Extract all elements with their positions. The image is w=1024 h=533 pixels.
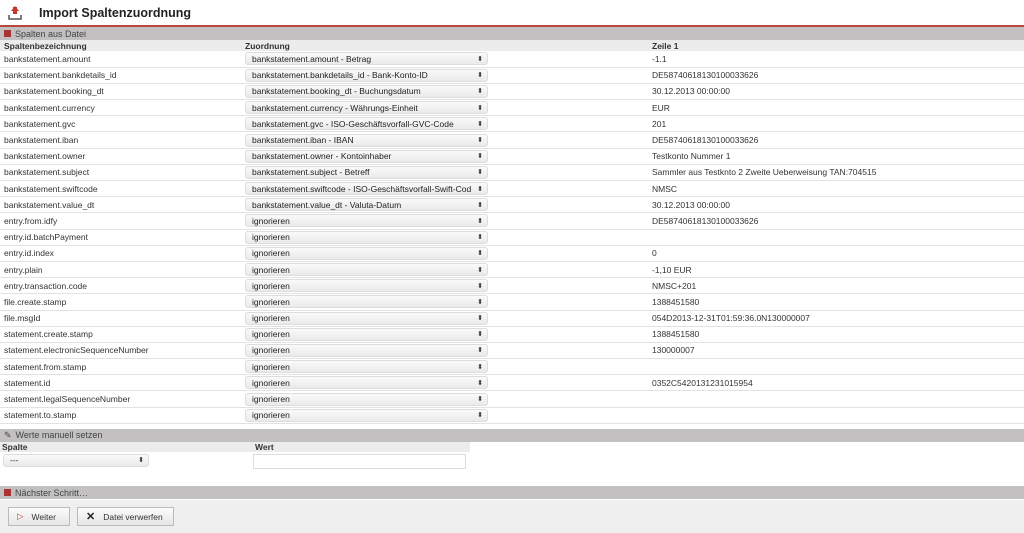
column-name: entry.plain: [0, 261, 241, 277]
mapping-select[interactable]: [245, 134, 488, 147]
row1-value: NMSC+201: [648, 278, 1024, 294]
row1-value: Testkonto Nummer 1: [648, 148, 1024, 164]
mapping-select[interactable]: [245, 263, 488, 276]
mapping-value: bankstatement.gvc - ISO-Geschäftsvorfall-GVC-Code: [252, 118, 454, 129]
manual-values: [0, 442, 1024, 469]
mapping-value: ignorieren: [252, 215, 290, 226]
column-name: statement.electronicSequenceNumber: [0, 342, 241, 358]
mapping-value: bankstatement.amount - Betrag: [252, 53, 372, 64]
table-row: [0, 148, 1024, 164]
column-name: bankstatement.subject: [0, 164, 241, 180]
column-name: statement.legalSequenceNumber: [0, 391, 241, 407]
column-name: bankstatement.booking_dt: [0, 83, 241, 99]
play-icon: ▷: [17, 511, 24, 521]
col-header: Zuordnung: [241, 40, 648, 51]
select-arrows-icon: ⬍: [477, 347, 483, 355]
section-label: Nächster Schritt…: [15, 487, 89, 498]
mapping-value: ignorieren: [252, 377, 290, 388]
section-manual: [0, 429, 1024, 442]
select-arrows-icon: ⬍: [477, 169, 483, 177]
mapping-value: bankstatement.subject - Betreff: [252, 167, 370, 178]
mapping-cell: [241, 375, 648, 391]
section-label: Spalten aus Datei: [15, 28, 87, 39]
select-arrows-icon: ⬍: [477, 137, 483, 145]
columns-icon: [4, 30, 11, 37]
mapping-value: bankstatement.value_dt - Valuta-Datum: [252, 199, 402, 210]
table-row: [0, 359, 1024, 375]
table-row: [0, 83, 1024, 99]
weiter-button[interactable]: [8, 507, 70, 526]
select-arrows-icon: ⬍: [477, 396, 483, 404]
column-name: statement.to.stamp: [0, 407, 241, 423]
mapping-cell: [241, 67, 648, 83]
button-bar: [0, 500, 1024, 533]
select-arrows-icon: ⬍: [477, 88, 483, 96]
table-row: [0, 294, 1024, 310]
select-arrows-icon: ⬍: [477, 185, 483, 193]
mapping-select[interactable]: [245, 409, 488, 422]
table-row: [0, 326, 1024, 342]
column-name: entry.id.batchPayment: [0, 229, 241, 245]
table-row: [0, 100, 1024, 116]
mapping-value: ignorieren: [252, 410, 290, 421]
mapping-select[interactable]: [245, 198, 488, 211]
mapping-cell: [241, 83, 648, 99]
table-row: [0, 116, 1024, 132]
mapping-cell: [241, 148, 648, 164]
mapping-value: ignorieren: [252, 313, 290, 324]
column-name: statement.id: [0, 375, 241, 391]
table-row: [0, 132, 1024, 148]
mapping-cell: [241, 407, 648, 423]
mapping-select[interactable]: [245, 101, 488, 114]
mapping-select[interactable]: [245, 182, 488, 195]
mapping-value: bankstatement.swiftcode - ISO-Geschäftsvorfall-Swift-Cod: [252, 183, 472, 194]
table-row: [0, 51, 1024, 67]
mapping-value: ignorieren: [252, 329, 290, 340]
table-row: [0, 67, 1024, 83]
discard-label: Datei verwerfen: [103, 511, 163, 522]
column-name: bankstatement.gvc: [0, 116, 241, 132]
table-row: [0, 181, 1024, 197]
row1-value: EUR: [648, 100, 1024, 116]
select-arrows-icon: ⬍: [477, 153, 483, 161]
table-row: [0, 342, 1024, 358]
column-name: file.msgId: [0, 310, 241, 326]
column-name: statement.from.stamp: [0, 359, 241, 375]
mapping-value: ignorieren: [252, 296, 290, 307]
col-header: Spaltenbezeichnung: [0, 40, 241, 51]
wert-label: Wert: [253, 442, 470, 452]
table-row: [0, 213, 1024, 229]
section-next: [0, 486, 1024, 499]
select-arrows-icon: ⬍: [477, 217, 483, 225]
select-arrows-icon: ⬍: [477, 298, 483, 306]
mapping-cell: [241, 164, 648, 180]
column-name: bankstatement.amount: [0, 51, 241, 67]
select-arrows-icon: ⬍: [477, 120, 483, 128]
row1-value: [648, 391, 1024, 407]
mapping-select[interactable]: [245, 231, 488, 244]
select-arrows-icon: ⬍: [477, 234, 483, 242]
row1-value: -1,10 EUR: [648, 261, 1024, 277]
row1-value: DE58740618130100033626: [648, 132, 1024, 148]
mapping-select[interactable]: [245, 344, 488, 357]
mapping-select[interactable]: [245, 312, 488, 325]
title-bar: [0, 0, 1024, 27]
table-row: [0, 310, 1024, 326]
select-arrows-icon: ⬍: [477, 266, 483, 274]
mapping-value: bankstatement.iban - IBAN: [252, 135, 354, 146]
mapping-value: ignorieren: [252, 361, 290, 372]
table-row: [0, 261, 1024, 277]
row1-value: [648, 407, 1024, 423]
select-arrows-icon: ⬍: [477, 282, 483, 290]
column-name: entry.from.idfy: [0, 213, 241, 229]
weiter-label: Weiter: [31, 511, 56, 522]
mapping-select[interactable]: [245, 69, 488, 82]
mapping-value: bankstatement.booking_dt - Buchungsdatum: [252, 86, 421, 97]
select-arrows-icon: ⬍: [477, 55, 483, 63]
table-row: [0, 229, 1024, 245]
column-name: bankstatement.owner: [0, 148, 241, 164]
mapping-cell: [241, 100, 648, 116]
wert-input[interactable]: [253, 454, 466, 469]
select-arrows-icon: ⬍: [477, 412, 483, 420]
mapping-select[interactable]: [245, 376, 488, 389]
mapping-value: ignorieren: [252, 264, 290, 275]
row1-value: 30.12.2013 00:00:00: [648, 197, 1024, 213]
pencil-icon: ✎: [4, 429, 12, 440]
mapping-value: ignorieren: [252, 232, 290, 243]
select-arrows-icon: ⬍: [477, 250, 483, 258]
row1-value: NMSC: [648, 181, 1024, 197]
mapping-cell: [241, 326, 648, 342]
column-name: entry.transaction.code: [0, 278, 241, 294]
select-arrows-icon: ⬍: [477, 201, 483, 209]
mapping-cell: [241, 359, 648, 375]
column-name: bankstatement.bankdetails_id: [0, 67, 241, 83]
mapping-value: bankstatement.owner - Kontoinhaber: [252, 151, 392, 162]
select-arrows-icon: ⬍: [477, 363, 483, 371]
mapping-select[interactable]: [245, 52, 488, 65]
mapping-select[interactable]: [245, 247, 488, 260]
mapping-cell: [241, 197, 648, 213]
select-arrows-icon: ⬍: [138, 457, 144, 465]
column-name: bankstatement.currency: [0, 100, 241, 116]
mapping-select[interactable]: [245, 393, 488, 406]
next-step-icon: [4, 489, 11, 496]
column-name: bankstatement.value_dt: [0, 197, 241, 213]
mapping-cell: [241, 261, 648, 277]
mapping-cell: [241, 245, 648, 261]
column-name: bankstatement.iban: [0, 132, 241, 148]
row1-value: [648, 359, 1024, 375]
mapping-cell: [241, 342, 648, 358]
table-row: [0, 407, 1024, 423]
row1-value: 201: [648, 116, 1024, 132]
mapping-select[interactable]: [245, 279, 488, 292]
row1-value: 1388451580: [648, 294, 1024, 310]
mapping-cell: [241, 116, 648, 132]
mapping-value: ignorieren: [252, 394, 290, 405]
row1-value: DE58740618130100033626: [648, 67, 1024, 83]
discard-file-button[interactable]: [77, 507, 174, 526]
row1-value: 30.12.2013 00:00:00: [648, 83, 1024, 99]
spalte-select[interactable]: [3, 454, 149, 467]
mapping-cell: [241, 213, 648, 229]
select-arrows-icon: ⬍: [477, 72, 483, 80]
mapping-cell: [241, 181, 648, 197]
spalte-value: ---: [10, 455, 19, 466]
table-row: [0, 245, 1024, 261]
column-name: file.create.stamp: [0, 294, 241, 310]
mapping-value: ignorieren: [252, 280, 290, 291]
row1-value: 0352C5420131231015954: [648, 375, 1024, 391]
table-row: [0, 197, 1024, 213]
mapping-select[interactable]: [245, 295, 488, 308]
table-row: [0, 278, 1024, 294]
column-name: entry.id.index: [0, 245, 241, 261]
mapping-cell: [241, 132, 648, 148]
table-row: [0, 391, 1024, 407]
import-icon: [8, 6, 22, 20]
page-title: Import Spaltenzuordnung: [39, 5, 192, 20]
mapping-select[interactable]: [245, 85, 488, 98]
mapping-cell: [241, 278, 648, 294]
row1-value: 1388451580: [648, 326, 1024, 342]
mapping-cell: [241, 229, 648, 245]
row1-value: Sammler aus Testknto 2 Zweite Ueberweisung TAN:704515: [648, 164, 1024, 180]
spalte-label: Spalte: [0, 442, 253, 452]
mapping-value: ignorieren: [252, 248, 290, 259]
select-arrows-icon: ⬍: [477, 379, 483, 387]
column-name: statement.create.stamp: [0, 326, 241, 342]
table-row: [0, 375, 1024, 391]
row1-value: 0: [648, 245, 1024, 261]
mapping-cell: [241, 294, 648, 310]
close-icon: ✕: [86, 511, 96, 523]
mapping-cell: [241, 51, 648, 67]
select-arrows-icon: ⬍: [477, 315, 483, 323]
mapping-value: ignorieren: [252, 345, 290, 356]
mapping-select[interactable]: [245, 214, 488, 227]
mapping-cell: [241, 310, 648, 326]
mapping-select[interactable]: [245, 328, 488, 341]
row1-value: -1.1: [648, 51, 1024, 67]
select-arrows-icon: ⬍: [477, 331, 483, 339]
select-arrows-icon: ⬍: [477, 104, 483, 112]
table-row: [0, 164, 1024, 180]
mapping-select[interactable]: [245, 166, 488, 179]
row1-value: 054D2013-12-31T01:59:36.0N130000007: [648, 310, 1024, 326]
column-name: bankstatement.swiftcode: [0, 181, 241, 197]
section-columns: [0, 27, 1024, 40]
mapping-select[interactable]: [245, 150, 488, 163]
row1-value: DE58740618130100033626: [648, 213, 1024, 229]
mapping-select[interactable]: [245, 117, 488, 130]
mapping-cell: [241, 391, 648, 407]
row1-value: [648, 229, 1024, 245]
section-label: Werte manuell setzen: [15, 430, 103, 441]
col-header: Zeile 1: [648, 40, 1024, 51]
mapping-select[interactable]: [245, 360, 488, 373]
mapping-value: bankstatement.bankdetails_id - Bank-Konto-ID: [252, 70, 428, 81]
mapping-table: [0, 40, 1024, 424]
mapping-value: bankstatement.currency - Währungs-Einheit: [252, 102, 418, 113]
row1-value: 130000007: [648, 342, 1024, 358]
